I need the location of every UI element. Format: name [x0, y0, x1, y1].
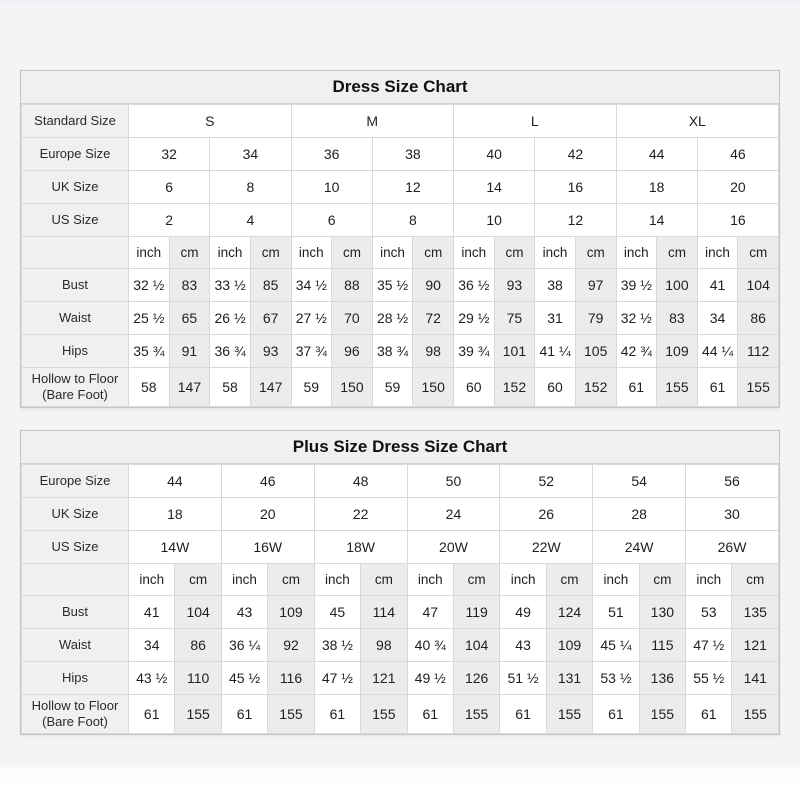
value-cell: 147 [169, 368, 210, 407]
size-cell: 40 [454, 138, 535, 171]
value-cell: 45 ¼ [593, 629, 639, 662]
value-cell: 35 ½ [372, 269, 413, 302]
value-cell: 100 [657, 269, 698, 302]
table-row [22, 695, 779, 734]
value-cell: 155 [657, 368, 698, 407]
value-cell: 47 ½ [314, 662, 360, 695]
value-cell: 31 [535, 302, 576, 335]
size-cell: S [129, 105, 292, 138]
value-cell: 58 [210, 368, 251, 407]
value-cell: 110 [175, 662, 221, 695]
value-cell: 83 [169, 269, 210, 302]
value-cell: 119 [453, 596, 499, 629]
unit-cell: cm [361, 564, 407, 596]
row-label: US Size [22, 531, 129, 564]
size-cell: 20 [697, 171, 778, 204]
unit-cell: inch [686, 564, 732, 596]
unit-cell: inch [129, 564, 175, 596]
size-cell: 8 [372, 204, 453, 237]
row-label: Hips [22, 335, 129, 368]
value-cell: 39 ¾ [454, 335, 495, 368]
value-cell: 147 [250, 368, 291, 407]
value-cell: 104 [738, 269, 779, 302]
size-cell: 38 [372, 138, 453, 171]
row-label: UK Size [22, 171, 129, 204]
size-cell: 6 [291, 204, 372, 237]
value-cell: 114 [361, 596, 407, 629]
value-cell: 136 [639, 662, 685, 695]
unit-cell: inch [697, 237, 738, 269]
value-cell: 41 [697, 269, 738, 302]
size-cell: 22W [500, 531, 593, 564]
value-cell: 75 [494, 302, 535, 335]
value-cell: 37 ¾ [291, 335, 332, 368]
value-cell: 47 [407, 596, 453, 629]
size-cell: 52 [500, 465, 593, 498]
value-cell: 61 [129, 695, 175, 734]
value-cell: 51 ½ [500, 662, 546, 695]
value-cell: 61 [686, 695, 732, 734]
size-cell: 20 [221, 498, 314, 531]
size-cell: 46 [697, 138, 778, 171]
size-cell: 26W [686, 531, 779, 564]
size-cell: 14W [129, 531, 222, 564]
value-cell: 61 [407, 695, 453, 734]
size-cell: 56 [686, 465, 779, 498]
value-cell: 34 ½ [291, 269, 332, 302]
value-cell: 90 [413, 269, 454, 302]
value-cell: 141 [732, 662, 779, 695]
row-label: UK Size [22, 498, 129, 531]
size-cell: 34 [210, 138, 291, 171]
value-cell: 61 [593, 695, 639, 734]
value-cell: 38 ½ [314, 629, 360, 662]
unit-cell: cm [268, 564, 314, 596]
unit-cell: inch [372, 237, 413, 269]
unit-cell: cm [453, 564, 499, 596]
value-cell: 27 ½ [291, 302, 332, 335]
size-cell: 46 [221, 465, 314, 498]
unit-cell: cm [657, 237, 698, 269]
value-cell: 86 [175, 629, 221, 662]
value-cell: 150 [332, 368, 373, 407]
size-cell: 16 [535, 171, 616, 204]
value-cell: 112 [738, 335, 779, 368]
row-label: Bust [22, 269, 129, 302]
size-cell: 48 [314, 465, 407, 498]
value-cell: 61 [616, 368, 657, 407]
unit-cell: cm [738, 237, 779, 269]
size-cell: 4 [210, 204, 291, 237]
row-label: Standard Size [22, 105, 129, 138]
value-cell: 109 [657, 335, 698, 368]
value-cell: 55 ½ [686, 662, 732, 695]
size-cell: 30 [686, 498, 779, 531]
value-cell: 155 [738, 368, 779, 407]
unit-cell: cm [494, 237, 535, 269]
size-cell: 18W [314, 531, 407, 564]
row-label: Hollow to Floor (Bare Foot) [22, 368, 129, 407]
table-row [22, 138, 779, 171]
plus-chart-title: Plus Size Dress Size Chart [21, 431, 779, 464]
table-row [22, 596, 779, 629]
row-label: Waist [22, 629, 129, 662]
row-label: Europe Size [22, 138, 129, 171]
size-cell: 50 [407, 465, 500, 498]
value-cell: 36 ½ [454, 269, 495, 302]
size-cell: 24W [593, 531, 686, 564]
value-cell: 70 [332, 302, 373, 335]
size-cell: 24 [407, 498, 500, 531]
value-cell: 61 [314, 695, 360, 734]
value-cell: 34 [697, 302, 738, 335]
value-cell: 41 [129, 596, 175, 629]
size-cell: 26 [500, 498, 593, 531]
unit-cell: cm [732, 564, 779, 596]
value-cell: 101 [494, 335, 535, 368]
size-cell: 8 [210, 171, 291, 204]
value-cell: 155 [268, 695, 314, 734]
size-cell: 44 [129, 465, 222, 498]
value-cell: 34 [129, 629, 175, 662]
unit-cell: inch [129, 237, 170, 269]
size-cell: 18 [129, 498, 222, 531]
plus-size-chart [20, 430, 780, 735]
unit-cell: inch [535, 237, 576, 269]
table-row [22, 498, 779, 531]
row-label: Hips [22, 662, 129, 695]
table-row [22, 531, 779, 564]
table-row [22, 171, 779, 204]
row-label [22, 564, 129, 596]
size-cell: 2 [129, 204, 210, 237]
unit-cell: inch [454, 237, 495, 269]
unit-cell: inch [314, 564, 360, 596]
unit-cell: cm [546, 564, 592, 596]
value-cell: 36 ¼ [221, 629, 267, 662]
unit-cell: inch [291, 237, 332, 269]
value-cell: 115 [639, 629, 685, 662]
value-cell: 59 [291, 368, 332, 407]
row-label: Europe Size [22, 465, 129, 498]
value-cell: 135 [732, 596, 779, 629]
table-row [22, 629, 779, 662]
table-row [22, 335, 779, 368]
size-cell: 54 [593, 465, 686, 498]
value-cell: 124 [546, 596, 592, 629]
value-cell: 126 [453, 662, 499, 695]
value-cell: 83 [657, 302, 698, 335]
table-row [22, 302, 779, 335]
value-cell: 45 [314, 596, 360, 629]
value-cell: 38 [535, 269, 576, 302]
value-cell: 49 ½ [407, 662, 453, 695]
unit-cell: cm [575, 237, 616, 269]
table-row [22, 662, 779, 695]
unit-cell: inch [500, 564, 546, 596]
value-cell: 43 [500, 629, 546, 662]
value-cell: 39 ½ [616, 269, 657, 302]
standard-size-table [21, 104, 779, 407]
table-row [22, 237, 779, 269]
value-cell: 131 [546, 662, 592, 695]
size-cell: 12 [535, 204, 616, 237]
value-cell: 97 [575, 269, 616, 302]
standard-size-chart [20, 70, 780, 408]
size-cell: 18 [616, 171, 697, 204]
value-cell: 130 [639, 596, 685, 629]
unit-cell: inch [221, 564, 267, 596]
value-cell: 67 [250, 302, 291, 335]
value-cell: 49 [500, 596, 546, 629]
table-row [22, 564, 779, 596]
value-cell: 79 [575, 302, 616, 335]
value-cell: 43 [221, 596, 267, 629]
value-cell: 33 ½ [210, 269, 251, 302]
unit-cell: cm [169, 237, 210, 269]
row-label: Waist [22, 302, 129, 335]
value-cell: 25 ½ [129, 302, 170, 335]
value-cell: 42 ¾ [616, 335, 657, 368]
standard-chart-title: Dress Size Chart [21, 71, 779, 104]
size-cell: 32 [129, 138, 210, 171]
value-cell: 61 [500, 695, 546, 734]
row-label: Bust [22, 596, 129, 629]
unit-cell: inch [210, 237, 251, 269]
table-row [22, 105, 779, 138]
size-cell: 14 [454, 171, 535, 204]
value-cell: 61 [221, 695, 267, 734]
value-cell: 152 [494, 368, 535, 407]
value-cell: 36 ¾ [210, 335, 251, 368]
size-cell: 6 [129, 171, 210, 204]
value-cell: 59 [372, 368, 413, 407]
row-label [22, 237, 129, 269]
value-cell: 150 [413, 368, 454, 407]
value-cell: 65 [169, 302, 210, 335]
value-cell: 93 [250, 335, 291, 368]
size-cell: 14 [616, 204, 697, 237]
unit-cell: cm [413, 237, 454, 269]
value-cell: 41 ¼ [535, 335, 576, 368]
value-cell: 45 ½ [221, 662, 267, 695]
value-cell: 104 [175, 596, 221, 629]
plus-size-table [21, 464, 779, 734]
value-cell: 98 [361, 629, 407, 662]
size-cell: 36 [291, 138, 372, 171]
value-cell: 109 [546, 629, 592, 662]
table-row [22, 368, 779, 407]
table-row [22, 465, 779, 498]
value-cell: 60 [454, 368, 495, 407]
size-cell: M [291, 105, 454, 138]
row-label: Hollow to Floor (Bare Foot) [22, 695, 129, 734]
row-label: US Size [22, 204, 129, 237]
value-cell: 32 ½ [616, 302, 657, 335]
value-cell: 86 [738, 302, 779, 335]
value-cell: 91 [169, 335, 210, 368]
size-cell: XL [616, 105, 779, 138]
unit-cell: cm [250, 237, 291, 269]
size-cell: L [454, 105, 617, 138]
value-cell: 47 ½ [686, 629, 732, 662]
value-cell: 53 ½ [593, 662, 639, 695]
value-cell: 121 [361, 662, 407, 695]
size-cell: 16 [697, 204, 778, 237]
value-cell: 152 [575, 368, 616, 407]
value-cell: 35 ¾ [129, 335, 170, 368]
table-row [22, 269, 779, 302]
value-cell: 109 [268, 596, 314, 629]
table-row [22, 204, 779, 237]
value-cell: 72 [413, 302, 454, 335]
value-cell: 155 [453, 695, 499, 734]
unit-cell: cm [332, 237, 373, 269]
value-cell: 155 [639, 695, 685, 734]
value-cell: 155 [546, 695, 592, 734]
unit-cell: cm [639, 564, 685, 596]
value-cell: 32 ½ [129, 269, 170, 302]
value-cell: 38 ¾ [372, 335, 413, 368]
value-cell: 155 [732, 695, 779, 734]
value-cell: 116 [268, 662, 314, 695]
value-cell: 60 [535, 368, 576, 407]
size-cell: 22 [314, 498, 407, 531]
unit-cell: inch [616, 237, 657, 269]
value-cell: 93 [494, 269, 535, 302]
size-cell: 16W [221, 531, 314, 564]
value-cell: 105 [575, 335, 616, 368]
value-cell: 58 [129, 368, 170, 407]
value-cell: 96 [332, 335, 373, 368]
value-cell: 85 [250, 269, 291, 302]
value-cell: 104 [453, 629, 499, 662]
value-cell: 51 [593, 596, 639, 629]
value-cell: 155 [361, 695, 407, 734]
value-cell: 155 [175, 695, 221, 734]
value-cell: 26 ½ [210, 302, 251, 335]
size-cell: 44 [616, 138, 697, 171]
value-cell: 98 [413, 335, 454, 368]
unit-cell: inch [407, 564, 453, 596]
value-cell: 40 ¾ [407, 629, 453, 662]
size-cell: 10 [291, 171, 372, 204]
value-cell: 61 [697, 368, 738, 407]
size-cell: 42 [535, 138, 616, 171]
size-cell: 10 [454, 204, 535, 237]
value-cell: 43 ½ [129, 662, 175, 695]
size-cell: 12 [372, 171, 453, 204]
unit-cell: inch [593, 564, 639, 596]
size-cell: 20W [407, 531, 500, 564]
value-cell: 88 [332, 269, 373, 302]
value-cell: 44 ¼ [697, 335, 738, 368]
value-cell: 29 ½ [454, 302, 495, 335]
unit-cell: cm [175, 564, 221, 596]
value-cell: 53 [686, 596, 732, 629]
size-cell: 28 [593, 498, 686, 531]
value-cell: 121 [732, 629, 779, 662]
value-cell: 92 [268, 629, 314, 662]
value-cell: 28 ½ [372, 302, 413, 335]
